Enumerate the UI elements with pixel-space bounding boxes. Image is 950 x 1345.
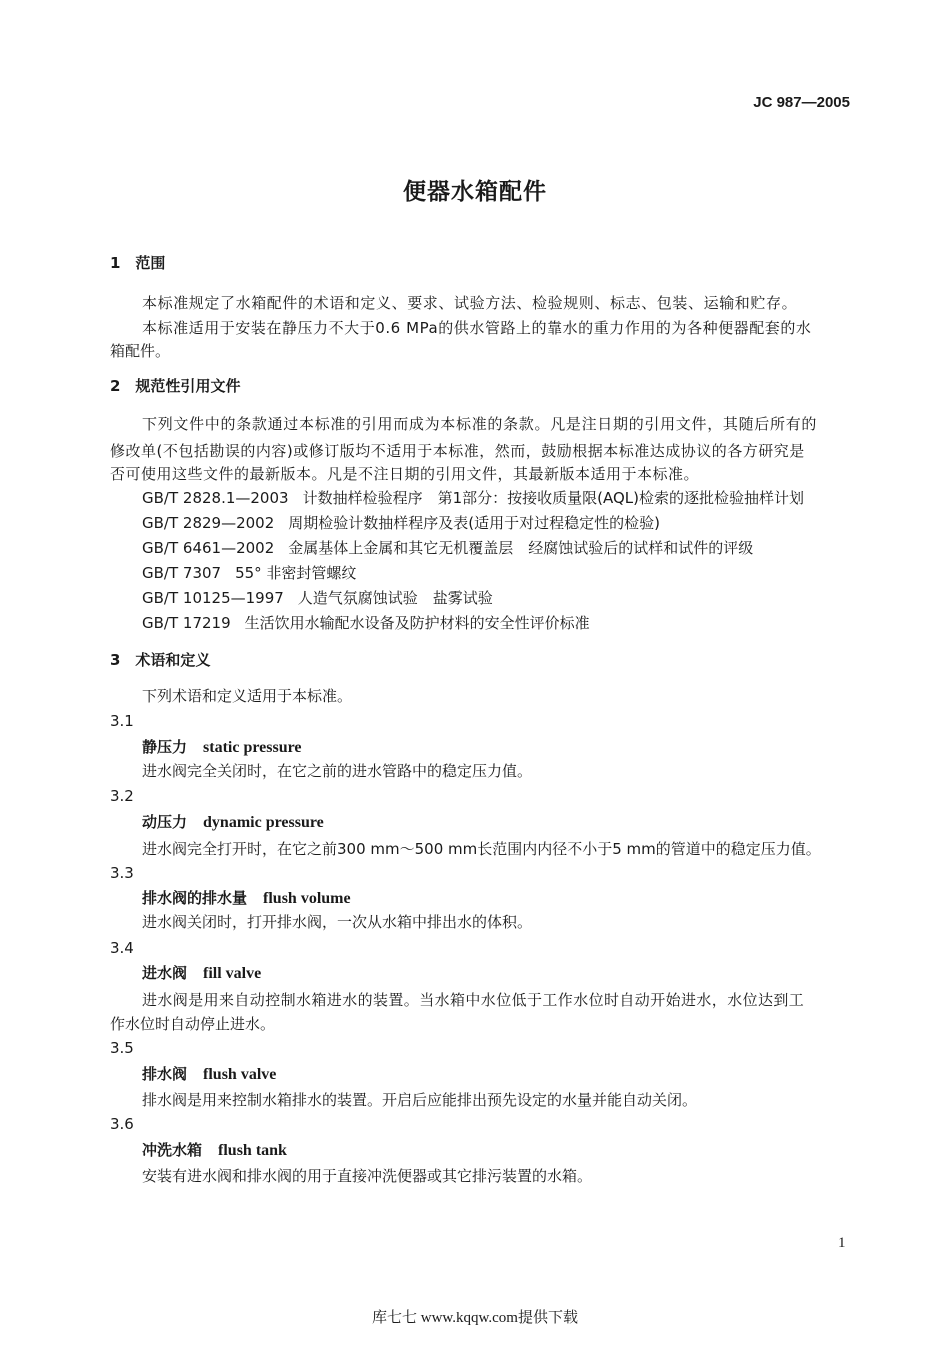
standard-number: JC 987—2005 (753, 94, 850, 111)
term-number: 3.5 (110, 1039, 134, 1057)
term-number: 3.4 (110, 939, 134, 957)
page-number: 1 (838, 1235, 846, 1251)
term-definition: 进水阀完全打开时，在它之前300 mm～500 mm长范围内内径不小于5 mm的管道中的稳定压力值。 (142, 840, 821, 858)
section-1-heading: 1 范围 (110, 254, 166, 272)
term-title: 冲洗水箱 flush tank (142, 1141, 287, 1159)
reference-item: GB/T 2828.1—2003 计数抽样检验程序 第1部分：按接收质量限(AQL)检索的逐批检验抽样计划 (142, 489, 804, 507)
term-definition: 进水阀关闭时，打开排水阀，一次从水箱中排出水的体积。 (142, 913, 533, 931)
paragraph-line: 下列术语和定义适用于本标准。 (142, 687, 353, 705)
paragraph-line: 否可使用这些文件的最新版本。凡是不注日期的引用文件，其最新版本适用于本标准。 (110, 465, 700, 483)
reference-item: GB/T 2829—2002 周期检验计数抽样程序及表(适用于对过程稳定性的检验) (142, 514, 660, 532)
term-number: 3.1 (110, 712, 134, 730)
document-title: 便器水箱配件 (403, 179, 547, 205)
paragraph-line: 下列文件中的条款通过本标准的引用而成为本标准的条款。凡是注日期的引用文件，其随后所有的 (142, 415, 818, 433)
term-definition: 作水位时自动停止进水。 (110, 1015, 276, 1033)
term-title: 排水阀 flush valve (142, 1065, 277, 1083)
paragraph-line: 本标准适用于安装在静压力不大于0.6 MPa的供水管路上的靠水的重力作用的为各种便器配套的水 (142, 319, 812, 337)
paragraph-line: 本标准规定了水箱配件的术语和定义、要求、试验方法、检验规则、标志、包装、运输和贮存。 (142, 294, 798, 312)
section-3-heading: 3 术语和定义 (110, 651, 211, 669)
reference-item: GB/T 7307 55° 非密封管螺纹 (142, 564, 357, 582)
reference-item: GB/T 10125—1997 人造气氛腐蚀试验 盐雾试验 (142, 589, 493, 607)
term-title: 静压力 static pressure (142, 738, 302, 756)
reference-item: GB/T 6461—2002 金属基体上金属和其它无机覆盖层 经腐蚀试验后的试样和试件的评级 (142, 539, 754, 557)
term-definition: 进水阀是用来自动控制水箱进水的装置。当水箱中水位低于工作水位时自动开始进水，水位达到工 (142, 991, 805, 1009)
term-title: 进水阀 fill valve (142, 964, 262, 982)
footer-watermark: 库七七 www.kqqw.com提供下载 (372, 1310, 578, 1326)
paragraph-line: 修改单(不包括勘误的内容)或修订版均不适用于本标准，然而，鼓励根据本标准达成协议的各方研究是 (110, 442, 805, 460)
term-title: 动压力 dynamic pressure (142, 813, 324, 831)
term-definition: 进水阀完全关闭时，在它之前的进水管路中的稳定压力值。 (142, 762, 533, 780)
paragraph-line: 箱配件。 (110, 342, 171, 360)
term-number: 3.3 (110, 864, 134, 882)
reference-item: GB/T 17219 生活饮用水输配水设备及防护材料的安全性评价标准 (142, 614, 590, 632)
term-number: 3.6 (110, 1115, 134, 1133)
section-2-heading: 2 规范性引用文件 (110, 377, 241, 395)
term-definition: 排水阀是用来控制水箱排水的装置。开启后应能排出预先设定的水量并能自动关闭。 (142, 1091, 698, 1109)
term-number: 3.2 (110, 787, 134, 805)
term-definition: 安装有进水阀和排水阀的用于直接冲洗便器或其它排污装置的水箱。 (142, 1167, 593, 1185)
term-title: 排水阀的排水量 flush volume (142, 889, 351, 907)
